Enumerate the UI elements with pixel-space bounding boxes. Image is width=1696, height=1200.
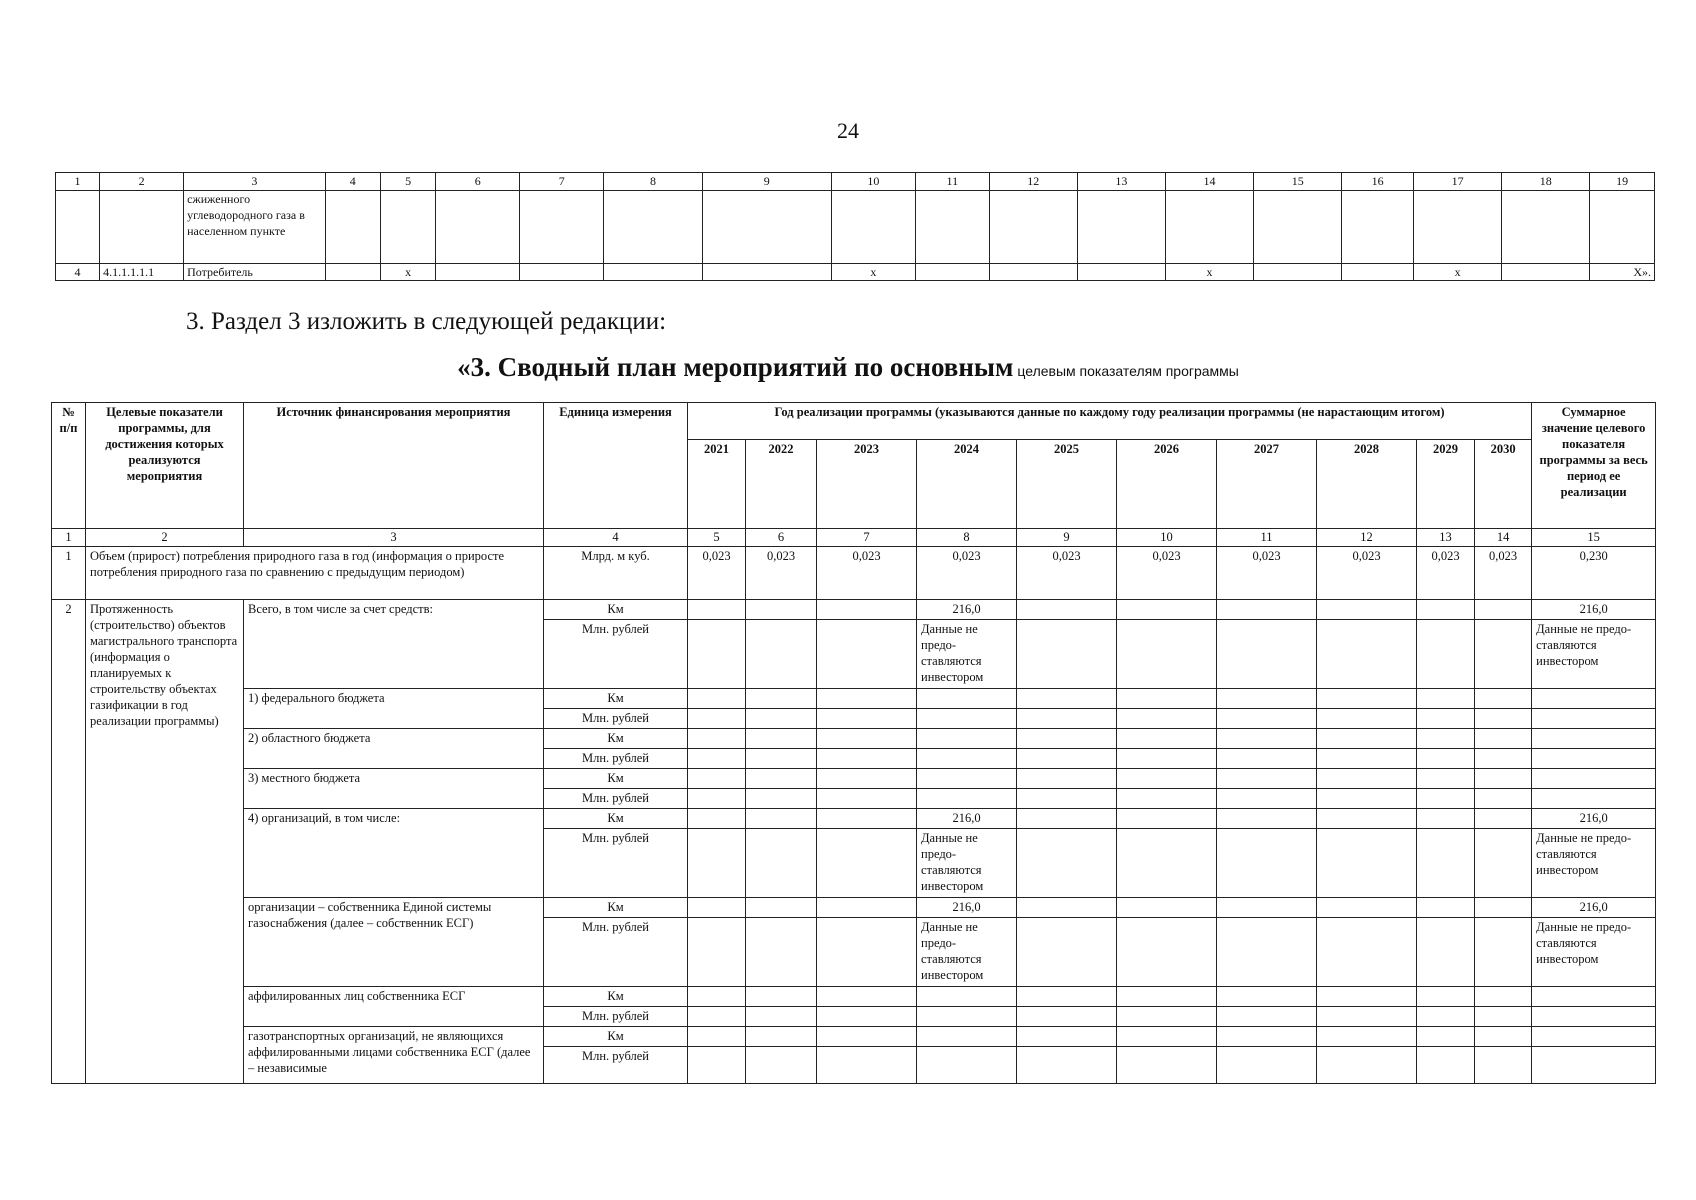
total-cell: 0,230 (1532, 547, 1656, 600)
col-num: 4 (325, 173, 380, 191)
col-num: 8 (604, 173, 702, 191)
header-num: № п/п (52, 403, 86, 529)
section-title-small: целевым показателям программы (1017, 363, 1239, 379)
col-num: 2 (100, 173, 184, 191)
continued-text: сжиженного углеводородного газа в населенном пункте (184, 191, 325, 264)
row-name: Потребитель (184, 264, 325, 281)
header-year: 2024 (917, 440, 1017, 529)
unit-km: Км (544, 987, 688, 1007)
value-cell: 0,023 (746, 547, 817, 600)
investor-note: Данные не предо-ставляются инвестором (1532, 918, 1656, 987)
section-title (0, 352, 1696, 383)
value-km: 216,0 (917, 809, 1017, 829)
col-num: 10 (831, 173, 915, 191)
col-num: 14 (1165, 173, 1253, 191)
instruction-text: 3. Раздел 3 изложить в следующей редакции: (186, 308, 667, 335)
col-num: 12 (989, 173, 1077, 191)
unit-rub: Млн. рублей (544, 709, 688, 729)
source-total: Всего, в том числе за счет средств: (244, 600, 544, 689)
col-num: 13 (1077, 173, 1165, 191)
source-affiliated: аффилированных лиц собственника ЕСГ (244, 987, 544, 1027)
value-cell: 0,023 (817, 547, 917, 600)
table-row (52, 689, 1656, 709)
continuation-header-row (56, 173, 1655, 191)
unit-rub: Млн. рублей (544, 1047, 688, 1084)
row-number: 4 (56, 264, 100, 281)
summary-plan-table (51, 402, 1656, 1084)
col-num: 6 (746, 529, 817, 547)
unit-km: Км (544, 1027, 688, 1047)
col-num: 5 (380, 173, 435, 191)
value-km: 216,0 (917, 600, 1017, 620)
source-independent: газотранспортных организаций, не являющихся аффилированными лицами собственника ЕСГ (далее – независимые (244, 1027, 544, 1084)
investor-note: Данные не предо-ставляются инвестором (1532, 829, 1656, 898)
header-year: 2027 (1217, 440, 1317, 529)
col-num: 3 (184, 173, 325, 191)
total-km: 216,0 (1532, 809, 1656, 829)
value-cell: 0,023 (1017, 547, 1117, 600)
table-row (56, 191, 1655, 264)
cell-x: х (380, 264, 435, 281)
table-row (52, 1027, 1656, 1047)
value-cell: 0,023 (1217, 547, 1317, 600)
col-num: 10 (1117, 529, 1217, 547)
col-num: 18 (1502, 173, 1590, 191)
unit-km: Км (544, 600, 688, 620)
header-year: 2021 (688, 440, 746, 529)
col-num: 6 (436, 173, 520, 191)
investor-note: Данные не предо-ставляются инвестором (917, 918, 1017, 987)
col-num: 16 (1342, 173, 1414, 191)
header-total: Суммарное значение целевого показателя программы за весь период ее реализации (1532, 403, 1656, 529)
table-row (52, 898, 1656, 918)
col-num: 12 (1317, 529, 1417, 547)
value-cell: 0,023 (1317, 547, 1417, 600)
table-row (56, 264, 1655, 281)
col-num: 11 (915, 173, 989, 191)
investor-note: Данные не предо-ставляются инвестором (917, 829, 1017, 898)
col-num: 14 (1475, 529, 1532, 547)
value-km: 216,0 (917, 898, 1017, 918)
col-num: 9 (1017, 529, 1117, 547)
col-num: 5 (688, 529, 746, 547)
investor-note: Данные не предо-ставляются инвестором (1532, 620, 1656, 689)
unit-km: Км (544, 809, 688, 829)
header-source: Источник финансирования мероприятия (244, 403, 544, 529)
table-row (52, 547, 1656, 600)
cell-x: х (1414, 264, 1502, 281)
col-num: 7 (817, 529, 917, 547)
cell-x-end: Х». (1590, 264, 1655, 281)
col-num: 8 (917, 529, 1017, 547)
continuation-table (55, 172, 1655, 281)
table-row (52, 600, 1656, 620)
header-year: 2026 (1117, 440, 1217, 529)
col-num: 19 (1590, 173, 1655, 191)
table-row (52, 769, 1656, 789)
table-row (52, 987, 1656, 1007)
header-year: 2030 (1475, 440, 1532, 529)
col-num: 9 (702, 173, 831, 191)
header-row (52, 403, 1656, 440)
table-row (52, 729, 1656, 749)
row-number: 2 (52, 600, 86, 1084)
unit-km: Км (544, 769, 688, 789)
value-cell: 0,023 (1475, 547, 1532, 600)
source-esg-owner: организации – собственника Единой системы газоснабжения (далее – собственник ЕСГ) (244, 898, 544, 987)
value-cell: 0,023 (1117, 547, 1217, 600)
header-year: 2023 (817, 440, 917, 529)
investor-note: Данные не предо-ставляются инвестором (917, 620, 1017, 689)
col-num: 13 (1417, 529, 1475, 547)
column-number-row (52, 529, 1656, 547)
cell-x: х (1165, 264, 1253, 281)
unit-rub: Млн. рублей (544, 620, 688, 689)
row-code: 4.1.1.1.1.1 (100, 264, 184, 281)
row-indicator: Объем (прирост) потребления природного газа в год (информация о приросте потребления природного газа по сравнению с предыдущим периодом) (86, 547, 544, 600)
col-num: 3 (244, 529, 544, 547)
header-year: 2022 (746, 440, 817, 529)
page-number: 24 (837, 118, 859, 143)
source-orgs: 4) организаций, в том числе: (244, 809, 544, 898)
col-num: 17 (1414, 173, 1502, 191)
header-year: 2028 (1317, 440, 1417, 529)
source-local: 3) местного бюджета (244, 769, 544, 809)
col-num: 1 (56, 173, 100, 191)
row-indicator: Протяженность (строительство) объектов магистрального транспорта (информация о планируемых к строительству объектах газификации в год реализации программы) (86, 600, 244, 1084)
col-num: 11 (1217, 529, 1317, 547)
value-cell: 0,023 (688, 547, 746, 600)
header-unit: Единица измерения (544, 403, 688, 529)
unit-rub: Млн. рублей (544, 829, 688, 898)
source-regional: 2) областного бюджета (244, 729, 544, 769)
header-year: 2025 (1017, 440, 1117, 529)
row-unit: Млрд. м куб. (544, 547, 688, 600)
value-cell: 0,023 (1417, 547, 1475, 600)
col-num: 2 (86, 529, 244, 547)
unit-rub: Млн. рублей (544, 918, 688, 987)
col-num: 15 (1254, 173, 1342, 191)
total-km: 216,0 (1532, 600, 1656, 620)
unit-km: Км (544, 729, 688, 749)
value-cell: 0,023 (917, 547, 1017, 600)
header-year-group: Год реализации программы (указываются данные по каждому году реализации программы (не нарастающим итогом) (688, 403, 1532, 440)
unit-rub: Млн. рублей (544, 789, 688, 809)
total-km: 216,0 (1532, 898, 1656, 918)
unit-rub: Млн. рублей (544, 749, 688, 769)
unit-km: Км (544, 898, 688, 918)
header-indicator: Целевые показатели программы, для достижения которых реализуются мероприятия (86, 403, 244, 529)
col-num: 1 (52, 529, 86, 547)
col-num: 15 (1532, 529, 1656, 547)
table-row (52, 809, 1656, 829)
cell-x: х (831, 264, 915, 281)
unit-rub: Млн. рублей (544, 1007, 688, 1027)
unit-km: Км (544, 689, 688, 709)
section-title-bold: «3. Сводный план мероприятий по основным (457, 352, 1014, 382)
header-year: 2029 (1417, 440, 1475, 529)
source-federal: 1) федерального бюджета (244, 689, 544, 729)
col-num: 7 (520, 173, 604, 191)
col-num: 4 (544, 529, 688, 547)
row-number: 1 (52, 547, 86, 600)
